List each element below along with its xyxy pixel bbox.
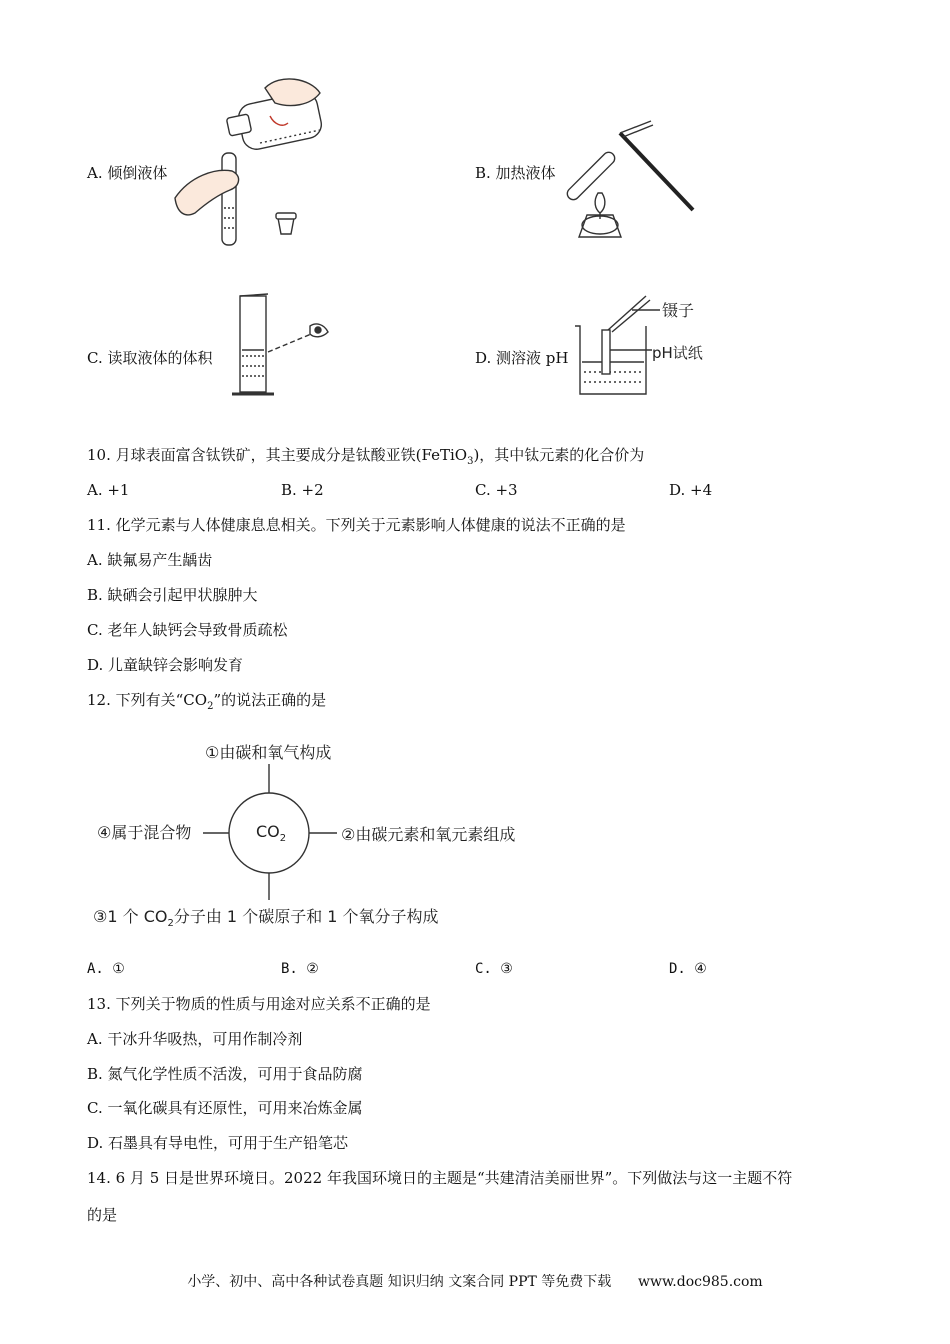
tweezers-label: 镊子 xyxy=(662,301,695,320)
q11-option-a: A. 缺氟易产生龋齿 xyxy=(87,551,213,569)
q13-option-b: B. 氮气化学性质不活泼，可用于食品防腐 xyxy=(87,1065,363,1083)
ph-paper-label: pH试纸 xyxy=(652,344,703,362)
q10-option-c: C. +3 xyxy=(475,481,518,499)
q11-stem: 11. 化学元素与人体健康息息相关。下列关于元素影响人体健康的说法不正确的是 xyxy=(87,516,626,534)
page-footer xyxy=(0,1271,950,1291)
q12-option-a: A. ① xyxy=(87,961,125,977)
option-c-label: C. 读取液体的体积 xyxy=(87,349,213,367)
q14-stem-line2: 的是 xyxy=(87,1206,118,1224)
footer-site-link[interactable]: www.doc985.com xyxy=(638,1274,763,1290)
pouring-liquid-figure xyxy=(170,68,330,252)
q13-option-c: C. 一氧化碳具有还原性，可用来冶炼金属 xyxy=(87,1099,363,1117)
q12-stem: 12. 下列有关“$CO_2$”的说法正确的是 xyxy=(87,691,327,712)
q12-option-d: D. ④ xyxy=(669,961,707,977)
co2-concept-diagram xyxy=(85,730,545,940)
q10-option-b: B. +2 xyxy=(281,481,324,499)
option-b-label: B. 加热液体 xyxy=(475,164,556,182)
q10-option-a: A. +1 xyxy=(87,481,130,499)
q12-option-c: C. ③ xyxy=(475,961,513,977)
q10-option-d: D. +4 xyxy=(669,481,713,499)
heating-liquid-figure xyxy=(565,115,700,255)
co2-statement-3: ③1 个 $CO_2$分子由 1 个碳原子和 1 个氧分子构成 xyxy=(93,907,439,929)
option-a-label: A. 倾倒液体 xyxy=(87,164,168,182)
option-d-label: D. 测溶液 pH xyxy=(475,349,569,367)
q13-option-a: A. 干冰升华吸热，可用作制冷剂 xyxy=(87,1030,303,1048)
q13-option-d: D. 石墨具有导电性，可用于生产铅笔芯 xyxy=(87,1134,349,1152)
q13-stem: 13. 下列关于物质的性质与用途对应关系不正确的是 xyxy=(87,995,431,1013)
q11-option-b: B. 缺硒会引起甲状腺肿大 xyxy=(87,586,258,604)
q10-stem: 10. 月球表面富含钛铁矿，其主要成分是钛酸亚铁(FeTiO$_3$)，其中钛元素的化合价为 xyxy=(87,446,645,467)
reading-volume-figure xyxy=(228,290,338,402)
q12-option-b: B. ② xyxy=(281,961,319,977)
q11-option-c: C. 老年人缺钙会导致骨质疏松 xyxy=(87,621,288,639)
co2-statement-4: ④属于混合物 xyxy=(97,823,192,842)
q11-option-d: D. 儿童缺锌会影响发育 xyxy=(87,656,244,674)
co2-center-label: $CO_2$ xyxy=(256,822,287,844)
ph-test-figure xyxy=(570,290,715,402)
co2-statement-1: ①由碳和氧气构成 xyxy=(205,743,332,762)
co2-statement-2: ②由碳元素和氧元素组成 xyxy=(341,825,516,844)
footer-text: 小学、初中、高中各种试卷真题 知识归纳 文案合同 PPT 等免费下载 xyxy=(187,1274,612,1290)
q14-stem-line1: 14. 6 月 5 日是世界环境日。2022 年我国环境日的主题是“共建清洁美丽世界”。下列做法与这一主题不符 xyxy=(87,1169,793,1187)
